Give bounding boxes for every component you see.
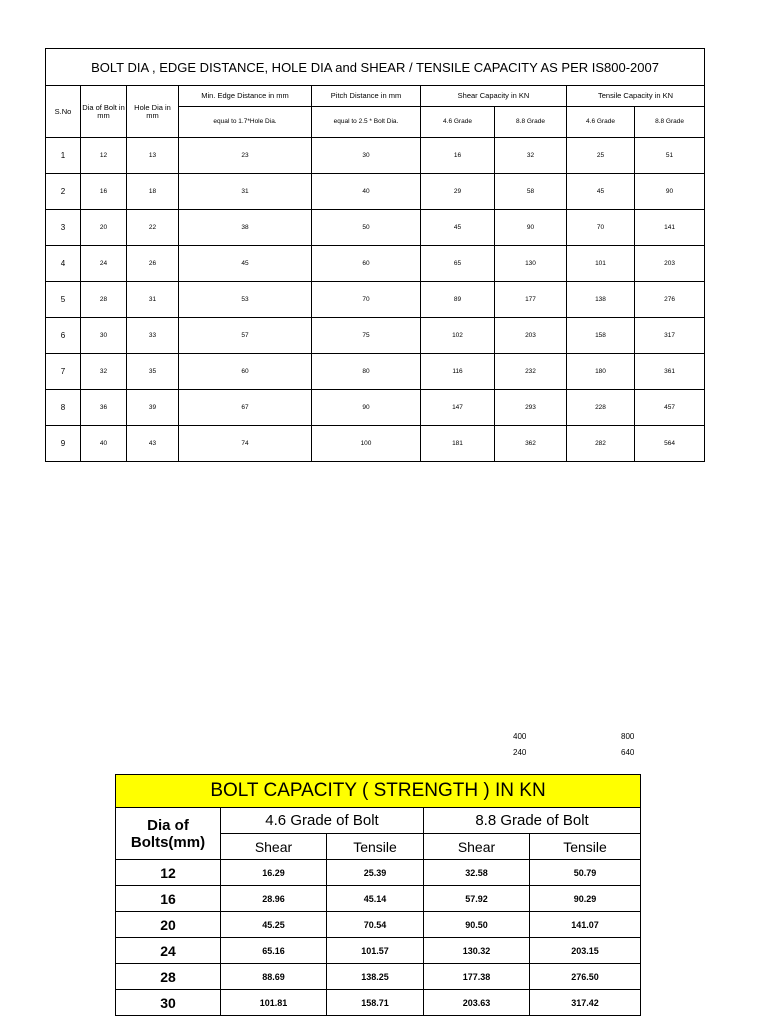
hole-dia-header: Hole Dia in mm bbox=[127, 86, 179, 138]
shear-88-cell: 130.32 bbox=[424, 938, 530, 964]
sno-header: S.No bbox=[46, 86, 81, 138]
shear-88-cell: 293 bbox=[495, 390, 567, 426]
table-row bbox=[116, 938, 641, 964]
tensile-88-cell: 361 bbox=[635, 354, 705, 390]
tensile-header: Tensile bbox=[327, 834, 424, 860]
shear-46-cell: 181 bbox=[421, 426, 495, 462]
shear-88-cell: 177 bbox=[495, 282, 567, 318]
grade-46-header: 4.6 Grade of Bolt bbox=[221, 808, 424, 834]
tensile-88-cell: 141.07 bbox=[530, 912, 641, 938]
bolt-dia-cell: 16 bbox=[81, 174, 127, 210]
shear-88-cell: 90 bbox=[495, 210, 567, 246]
shear-46-cell: 65.16 bbox=[221, 938, 327, 964]
edge-distance-cell: 60 bbox=[179, 354, 312, 390]
dia-cell: 30 bbox=[116, 990, 221, 1016]
tensile-46-cell: 25 bbox=[567, 138, 635, 174]
tensile-header: Tensile bbox=[530, 834, 641, 860]
dia-cell: 28 bbox=[116, 964, 221, 990]
sno-cell: 9 bbox=[46, 426, 81, 462]
tensile-46-cell: 158.71 bbox=[327, 990, 424, 1016]
table-row bbox=[46, 138, 705, 174]
bolt-capacity-table bbox=[115, 774, 641, 1016]
sno-cell: 8 bbox=[46, 390, 81, 426]
pitch-distance-cell: 70 bbox=[312, 282, 421, 318]
tensile-grade-46-header: 4.6 Grade bbox=[567, 107, 635, 138]
dia-cell: 16 bbox=[116, 886, 221, 912]
tensile-46-cell: 180 bbox=[567, 354, 635, 390]
table-row bbox=[116, 860, 641, 886]
tensile-88-cell: 203.15 bbox=[530, 938, 641, 964]
edge-distance-header: Min. Edge Distance in mm bbox=[179, 86, 312, 107]
floating-number: 800 bbox=[621, 732, 635, 741]
table-title: BOLT DIA , EDGE DISTANCE, HOLE DIA and SHEAR / TENSILE CAPACITY AS PER IS800-2007 bbox=[46, 49, 705, 86]
hole-dia-cell: 22 bbox=[127, 210, 179, 246]
shear-88-cell: 232 bbox=[495, 354, 567, 390]
shear-88-cell: 177.38 bbox=[424, 964, 530, 990]
bolt-dia-cell: 40 bbox=[81, 426, 127, 462]
pitch-distance-cell: 90 bbox=[312, 390, 421, 426]
table-title-row bbox=[116, 775, 641, 808]
grade-88-header: 8.8 Grade of Bolt bbox=[424, 808, 641, 834]
table-row bbox=[46, 174, 705, 210]
hole-dia-cell: 33 bbox=[127, 318, 179, 354]
table-row bbox=[46, 354, 705, 390]
sno-cell: 2 bbox=[46, 174, 81, 210]
shear-grade-88-header: 8.8 Grade bbox=[495, 107, 567, 138]
dia-cell: 24 bbox=[116, 938, 221, 964]
table-row bbox=[116, 990, 641, 1016]
sno-cell: 1 bbox=[46, 138, 81, 174]
shear-46-cell: 88.69 bbox=[221, 964, 327, 990]
pitch-distance-header: Pitch Distance in mm bbox=[312, 86, 421, 107]
hole-dia-cell: 39 bbox=[127, 390, 179, 426]
shear-header: Shear bbox=[221, 834, 327, 860]
bolt-dia-cell: 32 bbox=[81, 354, 127, 390]
tensile-46-cell: 138 bbox=[567, 282, 635, 318]
tensile-grade-88-header: 8.8 Grade bbox=[635, 107, 705, 138]
shear-grade-46-header: 4.6 Grade bbox=[421, 107, 495, 138]
grade-header-row bbox=[116, 808, 641, 834]
bolt-dia-cell: 28 bbox=[81, 282, 127, 318]
tensile-capacity-header: Tensile Capacity in KN bbox=[567, 86, 705, 107]
pitch-distance-cell: 100 bbox=[312, 426, 421, 462]
shear-88-cell: 203 bbox=[495, 318, 567, 354]
tensile-88-cell: 276.50 bbox=[530, 964, 641, 990]
pitch-distance-cell: 80 bbox=[312, 354, 421, 390]
hole-dia-cell: 43 bbox=[127, 426, 179, 462]
header-row bbox=[46, 86, 705, 107]
pitch-distance-cell: 75 bbox=[312, 318, 421, 354]
edge-distance-formula: equal to 1.7*Hole Dia. bbox=[179, 107, 312, 138]
tensile-88-cell: 317 bbox=[635, 318, 705, 354]
pitch-distance-cell: 60 bbox=[312, 246, 421, 282]
edge-distance-cell: 31 bbox=[179, 174, 312, 210]
shear-88-cell: 32 bbox=[495, 138, 567, 174]
bolt-dia-cell: 24 bbox=[81, 246, 127, 282]
bolt-dia-header: Dia of Bolt in mm bbox=[81, 86, 127, 138]
dia-header: Dia of Bolts(mm) bbox=[116, 808, 221, 860]
table-row bbox=[116, 886, 641, 912]
dia-cell: 20 bbox=[116, 912, 221, 938]
bolt-dia-cell: 30 bbox=[81, 318, 127, 354]
sno-cell: 5 bbox=[46, 282, 81, 318]
tensile-88-cell: 51 bbox=[635, 138, 705, 174]
hole-dia-cell: 13 bbox=[127, 138, 179, 174]
shear-46-cell: 16.29 bbox=[221, 860, 327, 886]
tensile-88-cell: 50.79 bbox=[530, 860, 641, 886]
tensile-88-cell: 90 bbox=[635, 174, 705, 210]
sno-cell: 4 bbox=[46, 246, 81, 282]
bolt-dia-cell: 36 bbox=[81, 390, 127, 426]
shear-46-cell: 89 bbox=[421, 282, 495, 318]
bolt-dia-table bbox=[45, 48, 705, 462]
tensile-46-cell: 25.39 bbox=[327, 860, 424, 886]
pitch-distance-cell: 40 bbox=[312, 174, 421, 210]
tensile-88-cell: 141 bbox=[635, 210, 705, 246]
table-row bbox=[46, 426, 705, 462]
table-row bbox=[46, 282, 705, 318]
tensile-46-cell: 45.14 bbox=[327, 886, 424, 912]
shear-88-cell: 57.92 bbox=[424, 886, 530, 912]
edge-distance-cell: 45 bbox=[179, 246, 312, 282]
floating-number: 400 bbox=[513, 732, 527, 741]
bolt-dia-cell: 20 bbox=[81, 210, 127, 246]
bolt-dia-cell: 12 bbox=[81, 138, 127, 174]
edge-distance-cell: 74 bbox=[179, 426, 312, 462]
shear-46-cell: 102 bbox=[421, 318, 495, 354]
shear-46-cell: 28.96 bbox=[221, 886, 327, 912]
table-row bbox=[46, 210, 705, 246]
edge-distance-cell: 57 bbox=[179, 318, 312, 354]
table-row bbox=[46, 390, 705, 426]
edge-distance-cell: 38 bbox=[179, 210, 312, 246]
shear-46-cell: 101.81 bbox=[221, 990, 327, 1016]
sno-cell: 6 bbox=[46, 318, 81, 354]
tensile-88-cell: 317.42 bbox=[530, 990, 641, 1016]
table-row bbox=[46, 318, 705, 354]
floating-number: 640 bbox=[621, 748, 635, 757]
tensile-46-cell: 45 bbox=[567, 174, 635, 210]
shear-88-cell: 32.58 bbox=[424, 860, 530, 886]
shear-88-cell: 362 bbox=[495, 426, 567, 462]
tensile-46-cell: 138.25 bbox=[327, 964, 424, 990]
hole-dia-cell: 18 bbox=[127, 174, 179, 210]
tensile-88-cell: 457 bbox=[635, 390, 705, 426]
pitch-distance-formula: equal to 2.5 * Bolt Dia. bbox=[312, 107, 421, 138]
pitch-distance-cell: 50 bbox=[312, 210, 421, 246]
tensile-88-cell: 564 bbox=[635, 426, 705, 462]
table-row bbox=[116, 912, 641, 938]
shear-46-cell: 116 bbox=[421, 354, 495, 390]
shear-88-cell: 58 bbox=[495, 174, 567, 210]
table-title-row bbox=[46, 49, 705, 86]
shear-46-cell: 147 bbox=[421, 390, 495, 426]
hole-dia-cell: 31 bbox=[127, 282, 179, 318]
edge-distance-cell: 67 bbox=[179, 390, 312, 426]
edge-distance-cell: 53 bbox=[179, 282, 312, 318]
tensile-88-cell: 203 bbox=[635, 246, 705, 282]
tensile-46-cell: 228 bbox=[567, 390, 635, 426]
shear-88-cell: 203.63 bbox=[424, 990, 530, 1016]
table-row bbox=[116, 964, 641, 990]
sno-cell: 3 bbox=[46, 210, 81, 246]
hole-dia-cell: 35 bbox=[127, 354, 179, 390]
table-row bbox=[46, 246, 705, 282]
shear-46-cell: 16 bbox=[421, 138, 495, 174]
shear-88-cell: 90.50 bbox=[424, 912, 530, 938]
tensile-88-cell: 90.29 bbox=[530, 886, 641, 912]
shear-88-cell: 130 bbox=[495, 246, 567, 282]
shear-capacity-header: Shear Capacity in KN bbox=[421, 86, 567, 107]
table-title: BOLT CAPACITY ( STRENGTH ) IN KN bbox=[116, 775, 641, 808]
tensile-46-cell: 70.54 bbox=[327, 912, 424, 938]
tensile-46-cell: 70 bbox=[567, 210, 635, 246]
floating-number: 240 bbox=[513, 748, 527, 757]
tensile-46-cell: 101 bbox=[567, 246, 635, 282]
hole-dia-cell: 26 bbox=[127, 246, 179, 282]
tensile-46-cell: 158 bbox=[567, 318, 635, 354]
tensile-46-cell: 282 bbox=[567, 426, 635, 462]
shear-46-cell: 45.25 bbox=[221, 912, 327, 938]
edge-distance-cell: 23 bbox=[179, 138, 312, 174]
shear-46-cell: 65 bbox=[421, 246, 495, 282]
pitch-distance-cell: 30 bbox=[312, 138, 421, 174]
dia-cell: 12 bbox=[116, 860, 221, 886]
sno-cell: 7 bbox=[46, 354, 81, 390]
tensile-88-cell: 276 bbox=[635, 282, 705, 318]
shear-header: Shear bbox=[424, 834, 530, 860]
shear-46-cell: 29 bbox=[421, 174, 495, 210]
shear-46-cell: 45 bbox=[421, 210, 495, 246]
tensile-46-cell: 101.57 bbox=[327, 938, 424, 964]
